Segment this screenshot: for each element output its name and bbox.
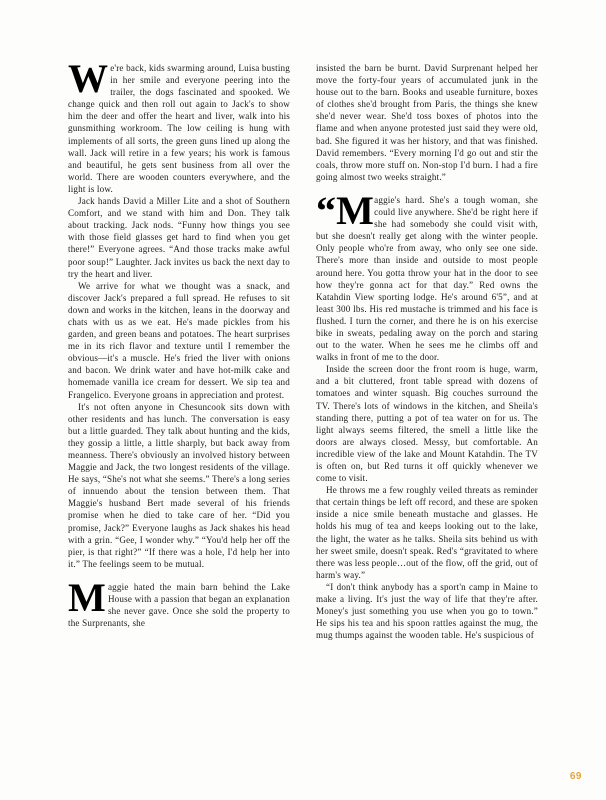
paragraph: Jack hands David a Miller Lite and a shot of Southern Comfort, and we stand with him and Don. They talk about tracking. Jack nods. “Funny how things you see with those field glasses get hard to find when you get there!” Everyone agrees. “And those tracks make awful poor soup!” Laughter. Jack invites us back the next day to try the heart and liver. — [68, 196, 290, 279]
drop-cap-letter: “M — [316, 187, 375, 233]
paragraph: It's not often anyone in Chesuncook sits down with other residents and has lunch. The conversation is easy but a little guarded. They talk about hunting and the kids, they gossip a little, a little sharply, but back away from meanness. There's obviously an involved history between Maggie and Jack, the two longest residents of the village. He says, “She's not what she seems.” There's a long series of innuendo about the tension between them. That Maggie's husband Bert made several of his friends promise when he died to take care of her. “Did you promise, Jack?” Everyone laughs as Jack shakes his head with a grin. “Gee, I wonder why.” “You'd help her off the pier, is that right?” “If there was a hole, I'd help her into it.” The feelings seem to be mutual. — [68, 401, 290, 569]
paragraph-text: aggie's hard. She's a tough woman, she could live anywhere. She'd be right here if she had somebody she could visit with, but she doesn't really get along with the winter people. Only people who're from away, who only see one side. There's more than inside and outside to most people around here. You gotta throw your hat in the door to see how they're gonna act for that day.” Red owns the Katahdin View sporting lodge. He's around 6'5”, and at least 300 lbs. His red mustache is trimmed and his face is flushed. I turn the corner, and there he is on his exercise bike in sweats, pedaling away on the porch and staring out to the water. When he sees me he climbs off and walks in front of me to the door. — [316, 194, 538, 363]
paragraph-text: aggie hated the main barn behind the Lake House with a passion that began an explanation she never gave. Once she sold the property to the Surprenants, she — [68, 581, 290, 629]
paragraph — [68, 56, 290, 195]
drop-cap-letter: W — [68, 56, 109, 101]
paragraph: insisted the barn be burnt. David Surprenant helped her move the forty-four years of accumulated junk in the house out to the barn. Books and useable furniture, boxes of clothes she'd brought from Paris, the things she knew she'd never wear. She'd toss boxes of photos into the flame and when anyone protested just said they were old, bad. She figured it was her history, and that was finished. David remembers. “Every morning I'd go out and stir the coals, throw more stuff on. Non-stop I'd burn. I had a fire going almost two weeks straight.” — [316, 63, 538, 182]
paragraph: We arrive for what we thought was a snack, and discover Jack's prepared a full spread. He refuses to sit down and works in the kitchen, leans in the doorway and chats with us as we eat. He's made pickles from his garden, and green beans and potatoes. The heart surprises me in its rich flavor and texture until I remember the obvious—it's a muscle. He's fried the liver with onions and bacon. We drink water and have hot-milk cake and homemade vanilla ice cream for dessert. We sip tea and Frangelico. Everyone groans in appreciation and protest. — [68, 280, 290, 400]
paragraph: Inside the screen door the front room is huge, warm, and a bit cluttered, front table spread with dozens of tomatoes and winter squash. Big couches surround the TV. There's lots of windows in the kitchen, and Sheila's standing there, putting a pot of tea water on for us. The light always seems filtered, the smell a little like the doors are always closed. Messy, but comfortable. An incredible view of the lake and Mount Katahdin. The TV is often on, but Red turns it off quickly whenever we come to visit. — [316, 364, 538, 484]
paragraph: “I don't think anybody has a sport'n camp in Maine to make a living. It's just the way of life that they're after. Money's just something you use when you go to town.” He sips his tea and his spoon rattles against the mug, the mug thumps against the wooden table. He's suspicious of — [316, 581, 538, 641]
text-columns — [68, 56, 538, 641]
left-column — [68, 56, 290, 641]
drop-cap-letter: M — [68, 574, 106, 620]
right-column — [316, 62, 538, 641]
paragraph — [316, 187, 538, 363]
paragraph: He throws me a few roughly veiled threats as reminder that certain things be left off record, and these are spoken inside a nice smile beneath mustache and glasses. He holds his mug of tea and keeps looking out to the lake, the light, the water as he talks. Sheila sits behind us with her sweet smile, doesn't speak. Red's “gravitated to where there was less people…out of the flow, off the grid, out of harm's way.” — [316, 485, 538, 580]
page-number: 69 — [569, 771, 582, 782]
paragraph-text: e're back, kids swarming around, Luisa busting in her smile and everyone peering into the trailer, the dogs fascinated and spooked. We change quick and then roll out again to Jack's to show him the deer and offer the heart and liver, walk into his gunsmithing workroom. The low ceiling is hung with implements of all sorts, the green guns lined up along the wall. Jack will retire in a few years; his work is famous and beautiful, he gets sent business from all over the world. There are wooden counters everywhere, and the light is low. — [68, 63, 290, 194]
paragraph — [68, 574, 290, 629]
